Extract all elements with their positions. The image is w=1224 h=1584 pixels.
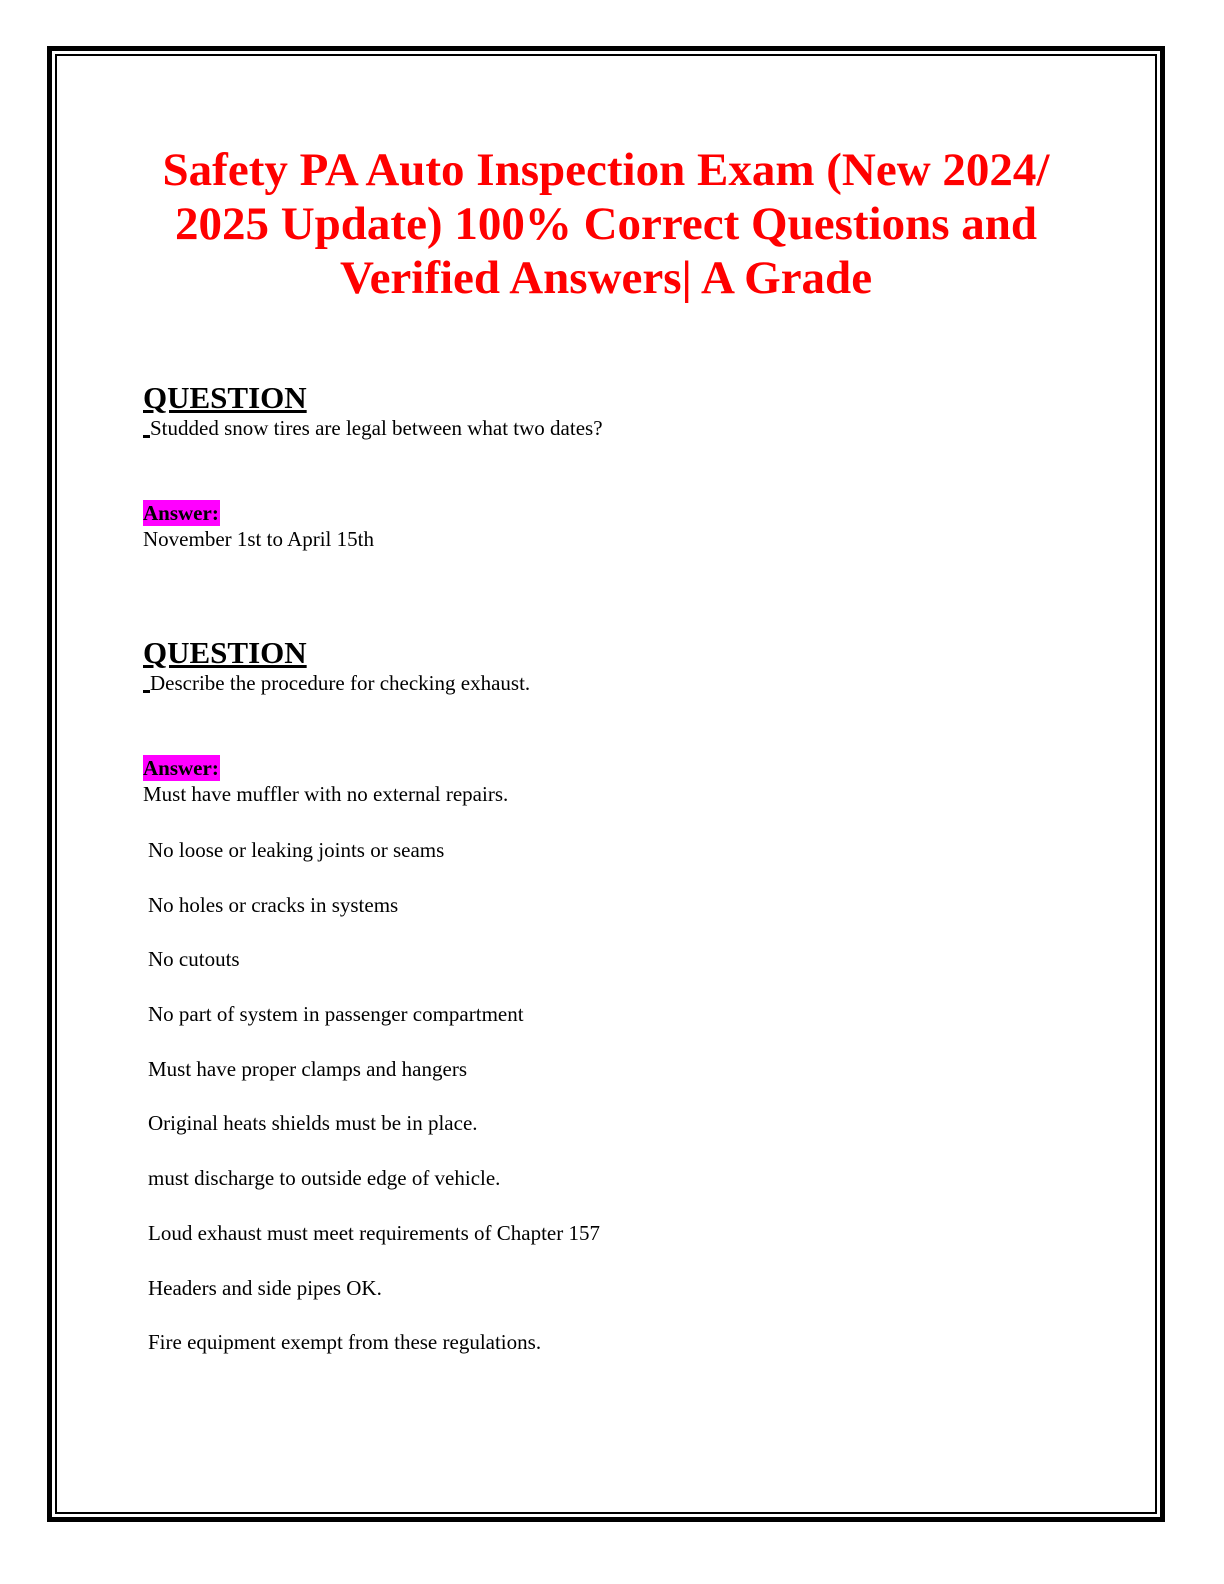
list-item: must discharge to outside edge of vehicle. <box>148 1166 501 1191</box>
title-line-3: Verified Answers| A Grade <box>339 252 873 304</box>
document-title <box>120 143 1092 305</box>
list-item: Original heats shields must be in place. <box>148 1111 478 1136</box>
list-item: No part of system in passenger compartment <box>148 1002 524 1027</box>
answer-block-1 <box>143 500 374 552</box>
list-item: Fire equipment exempt from these regulations. <box>148 1330 542 1355</box>
answer-block-2 <box>143 755 508 807</box>
answer-label: Answer: <box>143 501 219 525</box>
list-item: Must have proper clamps and hangers <box>148 1056 467 1081</box>
list-item: Headers and side pipes OK. <box>148 1275 382 1300</box>
dash-mark <box>143 435 150 438</box>
list-item: No loose or leaking joints or seams <box>148 838 445 862</box>
question-heading: QUESTION <box>143 635 307 670</box>
question-text <box>143 415 603 441</box>
answer-text: Must have muffler with no external repairs. <box>143 782 509 806</box>
answer-text: November 1st to April 15th <box>143 527 374 551</box>
answer-list <box>148 837 600 1384</box>
title-line-2: 2025 Update) 100% Correct Questions and <box>174 198 1038 250</box>
question-heading: QUESTION <box>143 380 307 415</box>
list-item: No holes or cracks in systems <box>148 892 399 917</box>
question-text-content: Studded snow tires are legal between what two dates? <box>150 416 603 440</box>
answer-label: Answer: <box>143 756 219 780</box>
question-text <box>143 670 530 696</box>
dash-mark <box>143 690 150 693</box>
question-text-content: Describe the procedure for checking exhaust. <box>150 671 531 695</box>
title-line-1: Safety PA Auto Inspection Exam (New 2024/ <box>162 144 1050 196</box>
question-block-2 <box>143 636 530 696</box>
question-block-1 <box>143 381 603 441</box>
list-item: No cutouts <box>148 947 240 972</box>
list-item: Loud exhaust must meet requirements of Chapter 157 <box>148 1220 600 1245</box>
